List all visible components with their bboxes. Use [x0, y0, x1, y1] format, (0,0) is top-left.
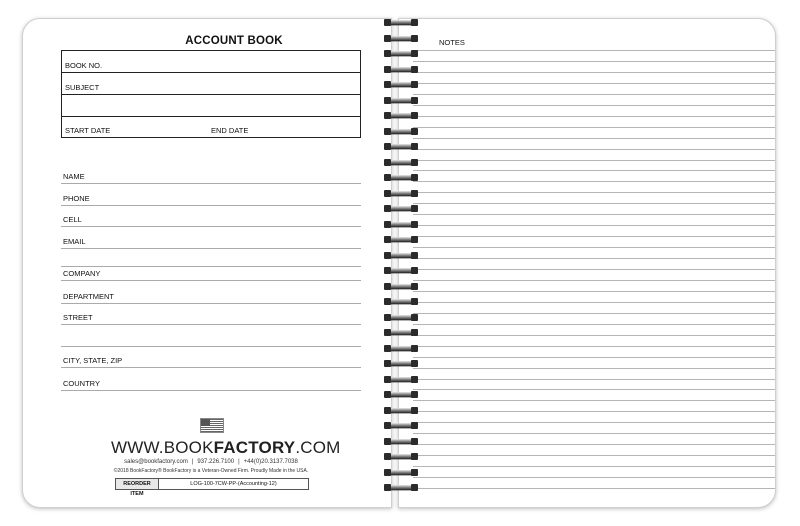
spiral-ring [384, 20, 418, 25]
notes-rule-line [413, 400, 775, 401]
notes-rule-line [413, 280, 775, 281]
spiral-ring [384, 144, 418, 149]
right-page [398, 18, 776, 508]
notes-rule-line [413, 335, 775, 336]
notes-rule-line [413, 50, 775, 51]
company-label: COMPANY [63, 269, 101, 278]
city-state-zip-label: CITY, STATE, ZIP [63, 356, 123, 365]
contact-line [109, 459, 313, 465]
spiral-ring [384, 82, 418, 87]
spiral-ring [384, 315, 418, 320]
start-date-label: START DATE [65, 126, 111, 135]
notes-rule-line [413, 455, 775, 456]
notes-rule-line [413, 477, 775, 478]
spiral-ring [384, 253, 418, 258]
contact-phone-us: 937.226.7100 [197, 459, 235, 465]
notes-rule-line [413, 236, 775, 237]
notes-rule-line [413, 127, 775, 128]
notes-rule-line [413, 72, 775, 73]
notes-rule-line [413, 433, 775, 434]
book-info-box [61, 50, 361, 138]
spiral-ring [384, 470, 418, 475]
left-page [22, 18, 392, 508]
notes-rule-line [413, 149, 775, 150]
notes-rule-line [413, 181, 775, 182]
notes-rule-line [413, 302, 775, 303]
spiral-ring [384, 439, 418, 444]
flag-canton [201, 419, 210, 426]
blank-field[interactable] [61, 252, 361, 267]
notes-rule-line [413, 138, 775, 139]
contact-email: sales@bookfactory.com [124, 459, 188, 465]
spiral-ring [384, 485, 418, 490]
phone-label: PHONE [63, 194, 90, 203]
notes-rule-line [413, 94, 775, 95]
reorder-label: REORDER ITEM [116, 479, 159, 489]
name-label: NAME [63, 172, 85, 181]
spiral-ring [384, 206, 418, 211]
spiral-ring [384, 67, 418, 72]
notes-rule-line [413, 214, 775, 215]
reorder-code: LOG-100-7CW-PP-(Accounting-12) [190, 481, 277, 487]
spiral-ring [384, 113, 418, 118]
spiral-ring [384, 160, 418, 165]
reorder-box [115, 478, 309, 497]
notes-rule-line [413, 389, 775, 390]
notes-rule-line [413, 160, 775, 161]
brand-prefix: WWW.BOOK [111, 438, 214, 457]
spiral-ring [384, 268, 418, 273]
notes-rule-line [413, 203, 775, 204]
spiral-ring [384, 51, 418, 56]
notes-rule-line [413, 269, 775, 270]
notes-rule-line [413, 116, 775, 117]
notes-rule-line [413, 225, 775, 226]
notes-rule-line [413, 192, 775, 193]
brand-url [111, 438, 341, 458]
us-flag-icon [200, 418, 224, 433]
cell-label: CELL [63, 215, 82, 224]
notes-rule-line [413, 411, 775, 412]
brand-bold: FACTORY [213, 438, 296, 457]
notes-rule-line [413, 422, 775, 423]
street-field[interactable] [61, 310, 361, 325]
book-no-label: BOOK NO. [65, 61, 103, 70]
contact-separator: | [191, 459, 194, 465]
cell-field[interactable] [61, 212, 361, 227]
department-label: DEPARTMENT [63, 292, 114, 301]
notes-rule-line [413, 170, 775, 171]
spiral-ring [384, 222, 418, 227]
notes-rule-line [413, 247, 775, 248]
book-no-row [62, 51, 360, 73]
date-row [62, 116, 360, 137]
spiral-ring [384, 454, 418, 459]
notes-rule-line [413, 324, 775, 325]
notes-rule-line [413, 61, 775, 62]
email-label: EMAIL [63, 237, 86, 246]
end-date-label: END DATE [211, 126, 249, 135]
spiral-ring [384, 175, 418, 180]
spiral-ring [384, 330, 418, 335]
spiral-ring [384, 191, 418, 196]
spiral-ring [384, 361, 418, 366]
country-field[interactable] [61, 376, 361, 391]
spiral-ring [384, 284, 418, 289]
notes-rule-line [413, 466, 775, 467]
brand-suffix: .COM [295, 438, 341, 457]
page-title: ACCOUNT BOOK [185, 35, 283, 47]
contact-separator: | [238, 459, 240, 465]
notes-rule-line [413, 346, 775, 347]
copyright-line: ©2018 BookFactory® BookFactory is a Veteran-Owned Firm. Proudly Made in the USA. [113, 468, 309, 474]
notes-rule-line [413, 258, 775, 259]
subject-label: SUBJECT [65, 83, 100, 92]
country-label: COUNTRY [63, 379, 100, 388]
subject-continuation-row [62, 94, 360, 117]
company-field[interactable] [61, 266, 361, 281]
spiral-ring [384, 237, 418, 242]
notes-label: NOTES [439, 38, 465, 47]
spiral-binding [384, 20, 420, 500]
spiral-ring [384, 36, 418, 41]
spiral-ring [384, 392, 418, 397]
notes-rule-line [413, 83, 775, 84]
name-field[interactable] [61, 169, 361, 184]
notes-rule-line [413, 379, 775, 380]
notes-rule-line [413, 313, 775, 314]
spiral-ring [384, 299, 418, 304]
contact-phone-intl: +44(0)20.3137.7038 [243, 459, 298, 465]
street-label: STREET [63, 313, 93, 322]
notes-rule-line [413, 444, 775, 445]
spiral-ring [384, 377, 418, 382]
spiral-ring [384, 129, 418, 134]
notes-rule-line [413, 368, 775, 369]
notes-rule-line [413, 357, 775, 358]
subject-row [62, 72, 360, 95]
spiral-ring [384, 346, 418, 351]
notes-rule-line [413, 291, 775, 292]
email-field[interactable] [61, 234, 361, 249]
street-line2-field[interactable] [61, 332, 361, 347]
notes-rule-line [413, 105, 775, 106]
phone-field[interactable] [61, 191, 361, 206]
spiral-ring [384, 98, 418, 103]
city-state-zip-field[interactable] [61, 353, 361, 368]
department-field[interactable] [61, 289, 361, 304]
spiral-ring [384, 408, 418, 413]
spiral-ring [384, 423, 418, 428]
notes-rule-line [413, 488, 775, 489]
